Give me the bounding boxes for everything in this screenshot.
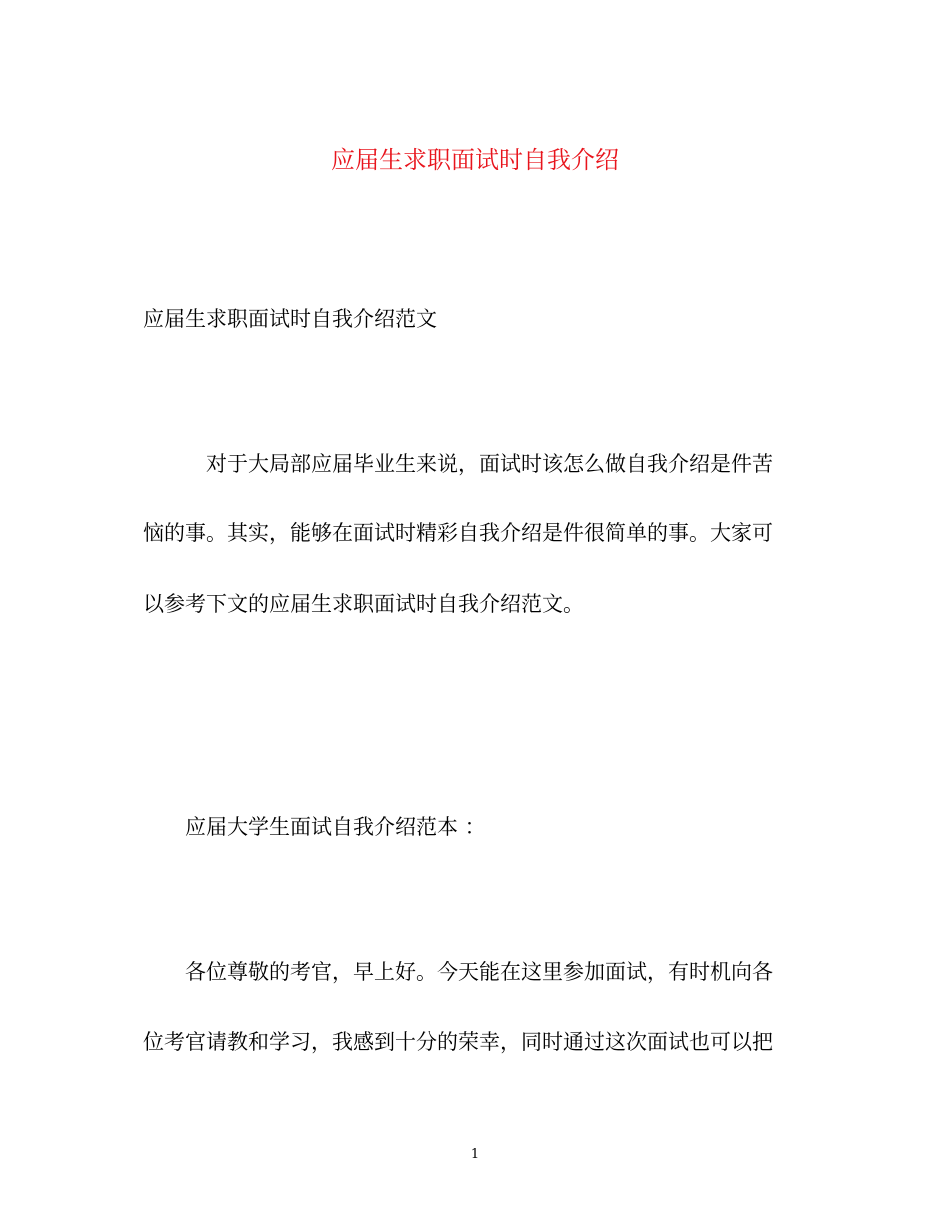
paragraph1-line2: 恼的事。其实，能够在面试时精彩自我介绍是件很简单的事。大家可 <box>143 521 773 545</box>
paragraph2-line2: 位考官请教和学习，我感到十分的荣幸，同时通过这次面试也可以把 <box>143 1030 773 1054</box>
document-title: 应届生求职面试时自我介绍 <box>331 146 619 174</box>
document-subtitle: 应届生求职面试时自我介绍范文 <box>143 307 437 331</box>
section-heading: 应届大学生面试自我介绍范本 ： <box>185 815 486 839</box>
page-number: 1 <box>470 1147 480 1162</box>
paragraph2-line1: 各位尊敬的考官，早上好。今天能在这里参加面试，有时机向各 <box>185 960 773 984</box>
paragraph1-line1: 对于大局部应届毕业生来说，面试时该怎么做自我介绍是件苦 <box>206 452 773 476</box>
paragraph1-line3: 以参考下文的应届生求职面试时自我介绍范文。 <box>143 592 584 616</box>
